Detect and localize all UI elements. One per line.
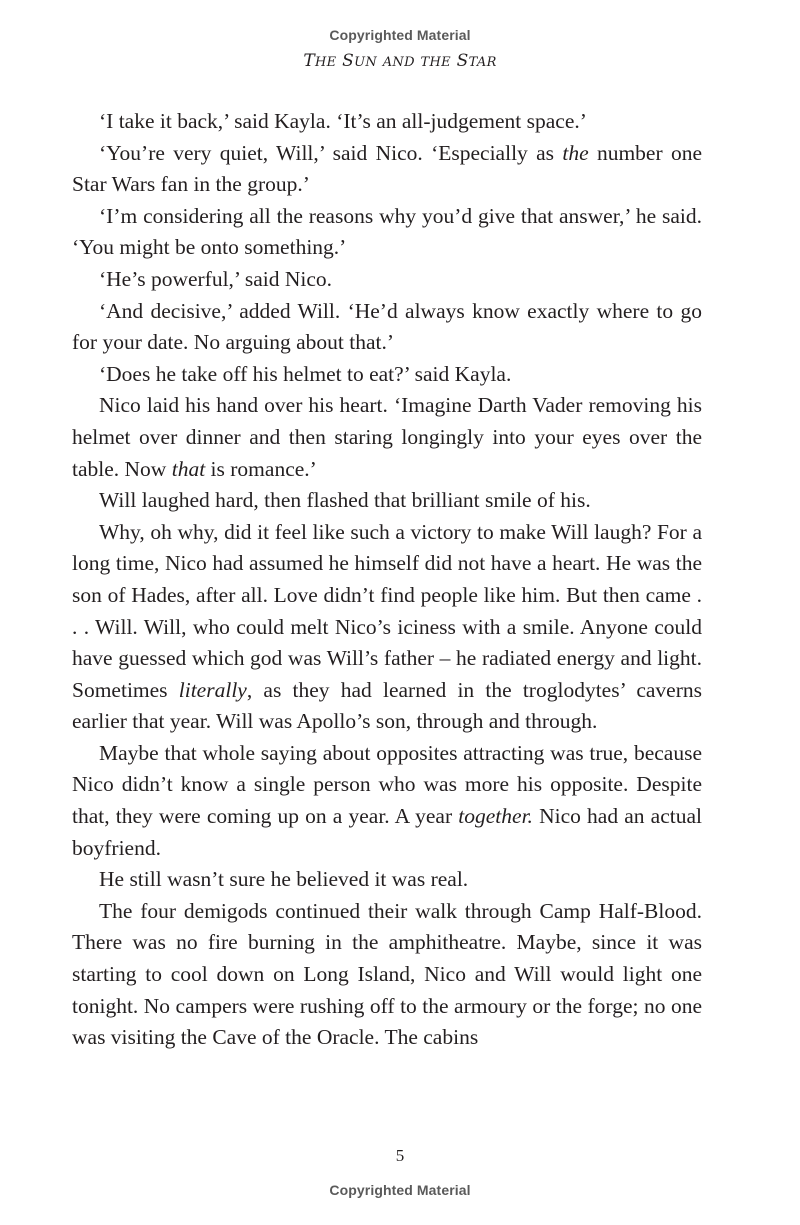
running-head-smallcaps: UN	[354, 55, 378, 70]
paragraph	[72, 485, 702, 517]
paragraph-emphasis: that	[171, 456, 206, 481]
paragraph	[72, 106, 702, 138]
paragraph	[72, 359, 702, 391]
paragraph	[72, 517, 702, 738]
running-head-smallcaps: THE	[420, 55, 451, 70]
paragraph-text: Nico had an actual boyfriend.	[72, 804, 702, 860]
paragraph-text: ‘You’re very quiet, Will,’ said Nico. ‘Especially as	[99, 140, 563, 165]
body-text	[72, 106, 702, 1054]
paragraph	[72, 864, 702, 896]
running-head-word: S	[456, 51, 469, 71]
page-number: 5	[395, 1146, 405, 1165]
paragraph-text: number one Star Wars fan in the group.’	[72, 140, 702, 197]
running-head-smallcaps: TAR	[468, 55, 497, 70]
paragraph	[72, 896, 702, 1054]
paragraph-emphasis: literally	[178, 677, 247, 702]
paragraph-text: ‘And decisive,’ added Will. ‘He’d always know exactly where to go for your date. No arguing about that.’	[72, 298, 702, 355]
paragraph	[72, 264, 702, 296]
copyright-watermark-bottom: Copyrighted Material	[329, 1182, 471, 1198]
running-head-word: T	[303, 51, 315, 71]
paragraph-text: is romance.’	[205, 456, 317, 481]
running-head-word: S	[342, 51, 355, 71]
paragraph-text: Nico laid his hand over his heart. ‘Imagine Darth Vader removing his helmet over dinner and then staring longingly into your eyes over the table. Now	[72, 393, 702, 481]
paragraph-text: ‘I take it back,’ said Kayla. ‘It’s an all-judgement space.’	[99, 109, 587, 133]
paragraph-emphasis: together.	[458, 804, 533, 829]
copyright-watermark-top: Copyrighted Material	[329, 27, 471, 43]
paragraph	[72, 138, 702, 201]
paragraph-text: , as they had learned in the troglodytes’ caverns earlier that year. Will was Apollo’s son, through and through.	[72, 677, 702, 734]
running-head	[0, 51, 800, 71]
running-head-smallcaps: HE	[314, 55, 337, 70]
paragraph-text: Why, oh why, did it feel like such a victory to make Will laugh? For a long time, Nico had assumed he himself did not have a heart. He was the son of Hades, after all. Love didn’t find people like him. But then came . . . Will. Will, who could melt Nico’s iciness with a smile. Anyone could have guessed which god was Will’s father – he radiated energy and light. Sometimes	[72, 519, 702, 702]
paragraph-text: ‘I’m considering all the reasons why you’d give that answer,’ he said. ‘You might be onto something.’	[72, 203, 702, 260]
paragraph-text: He still wasn’t sure he believed it was real.	[99, 867, 469, 892]
paragraph	[72, 390, 702, 485]
running-head-smallcaps: AND	[382, 55, 415, 70]
paragraph-emphasis: the	[562, 140, 589, 165]
paragraph	[72, 201, 702, 264]
paragraph-text: ‘Does he take off his helmet to eat?’ said Kayla.	[99, 361, 512, 386]
paragraph-text: Will laughed hard, then flashed that brilliant smile of his.	[99, 488, 591, 513]
paragraph-text: ‘He’s powerful,’ said Nico.	[99, 266, 333, 291]
paragraph-text: Maybe that whole saying about opposites attracting was true, because Nico didn’t know a single person who was more his opposite. Despite that, they were coming up on a year. A year	[72, 740, 702, 829]
paragraph	[72, 738, 702, 864]
paragraph	[72, 296, 702, 359]
paragraph-text: The four demigods continued their walk through Camp Half-Blood. There was no fire burning in the amphitheatre. Maybe, since it was starting to cool down on Long Island, Nico and Will would light one tonight. No campers were rushing off to the armoury or the forge; no one was visiting the Cave of the Oracle. The cabins	[72, 898, 702, 1050]
